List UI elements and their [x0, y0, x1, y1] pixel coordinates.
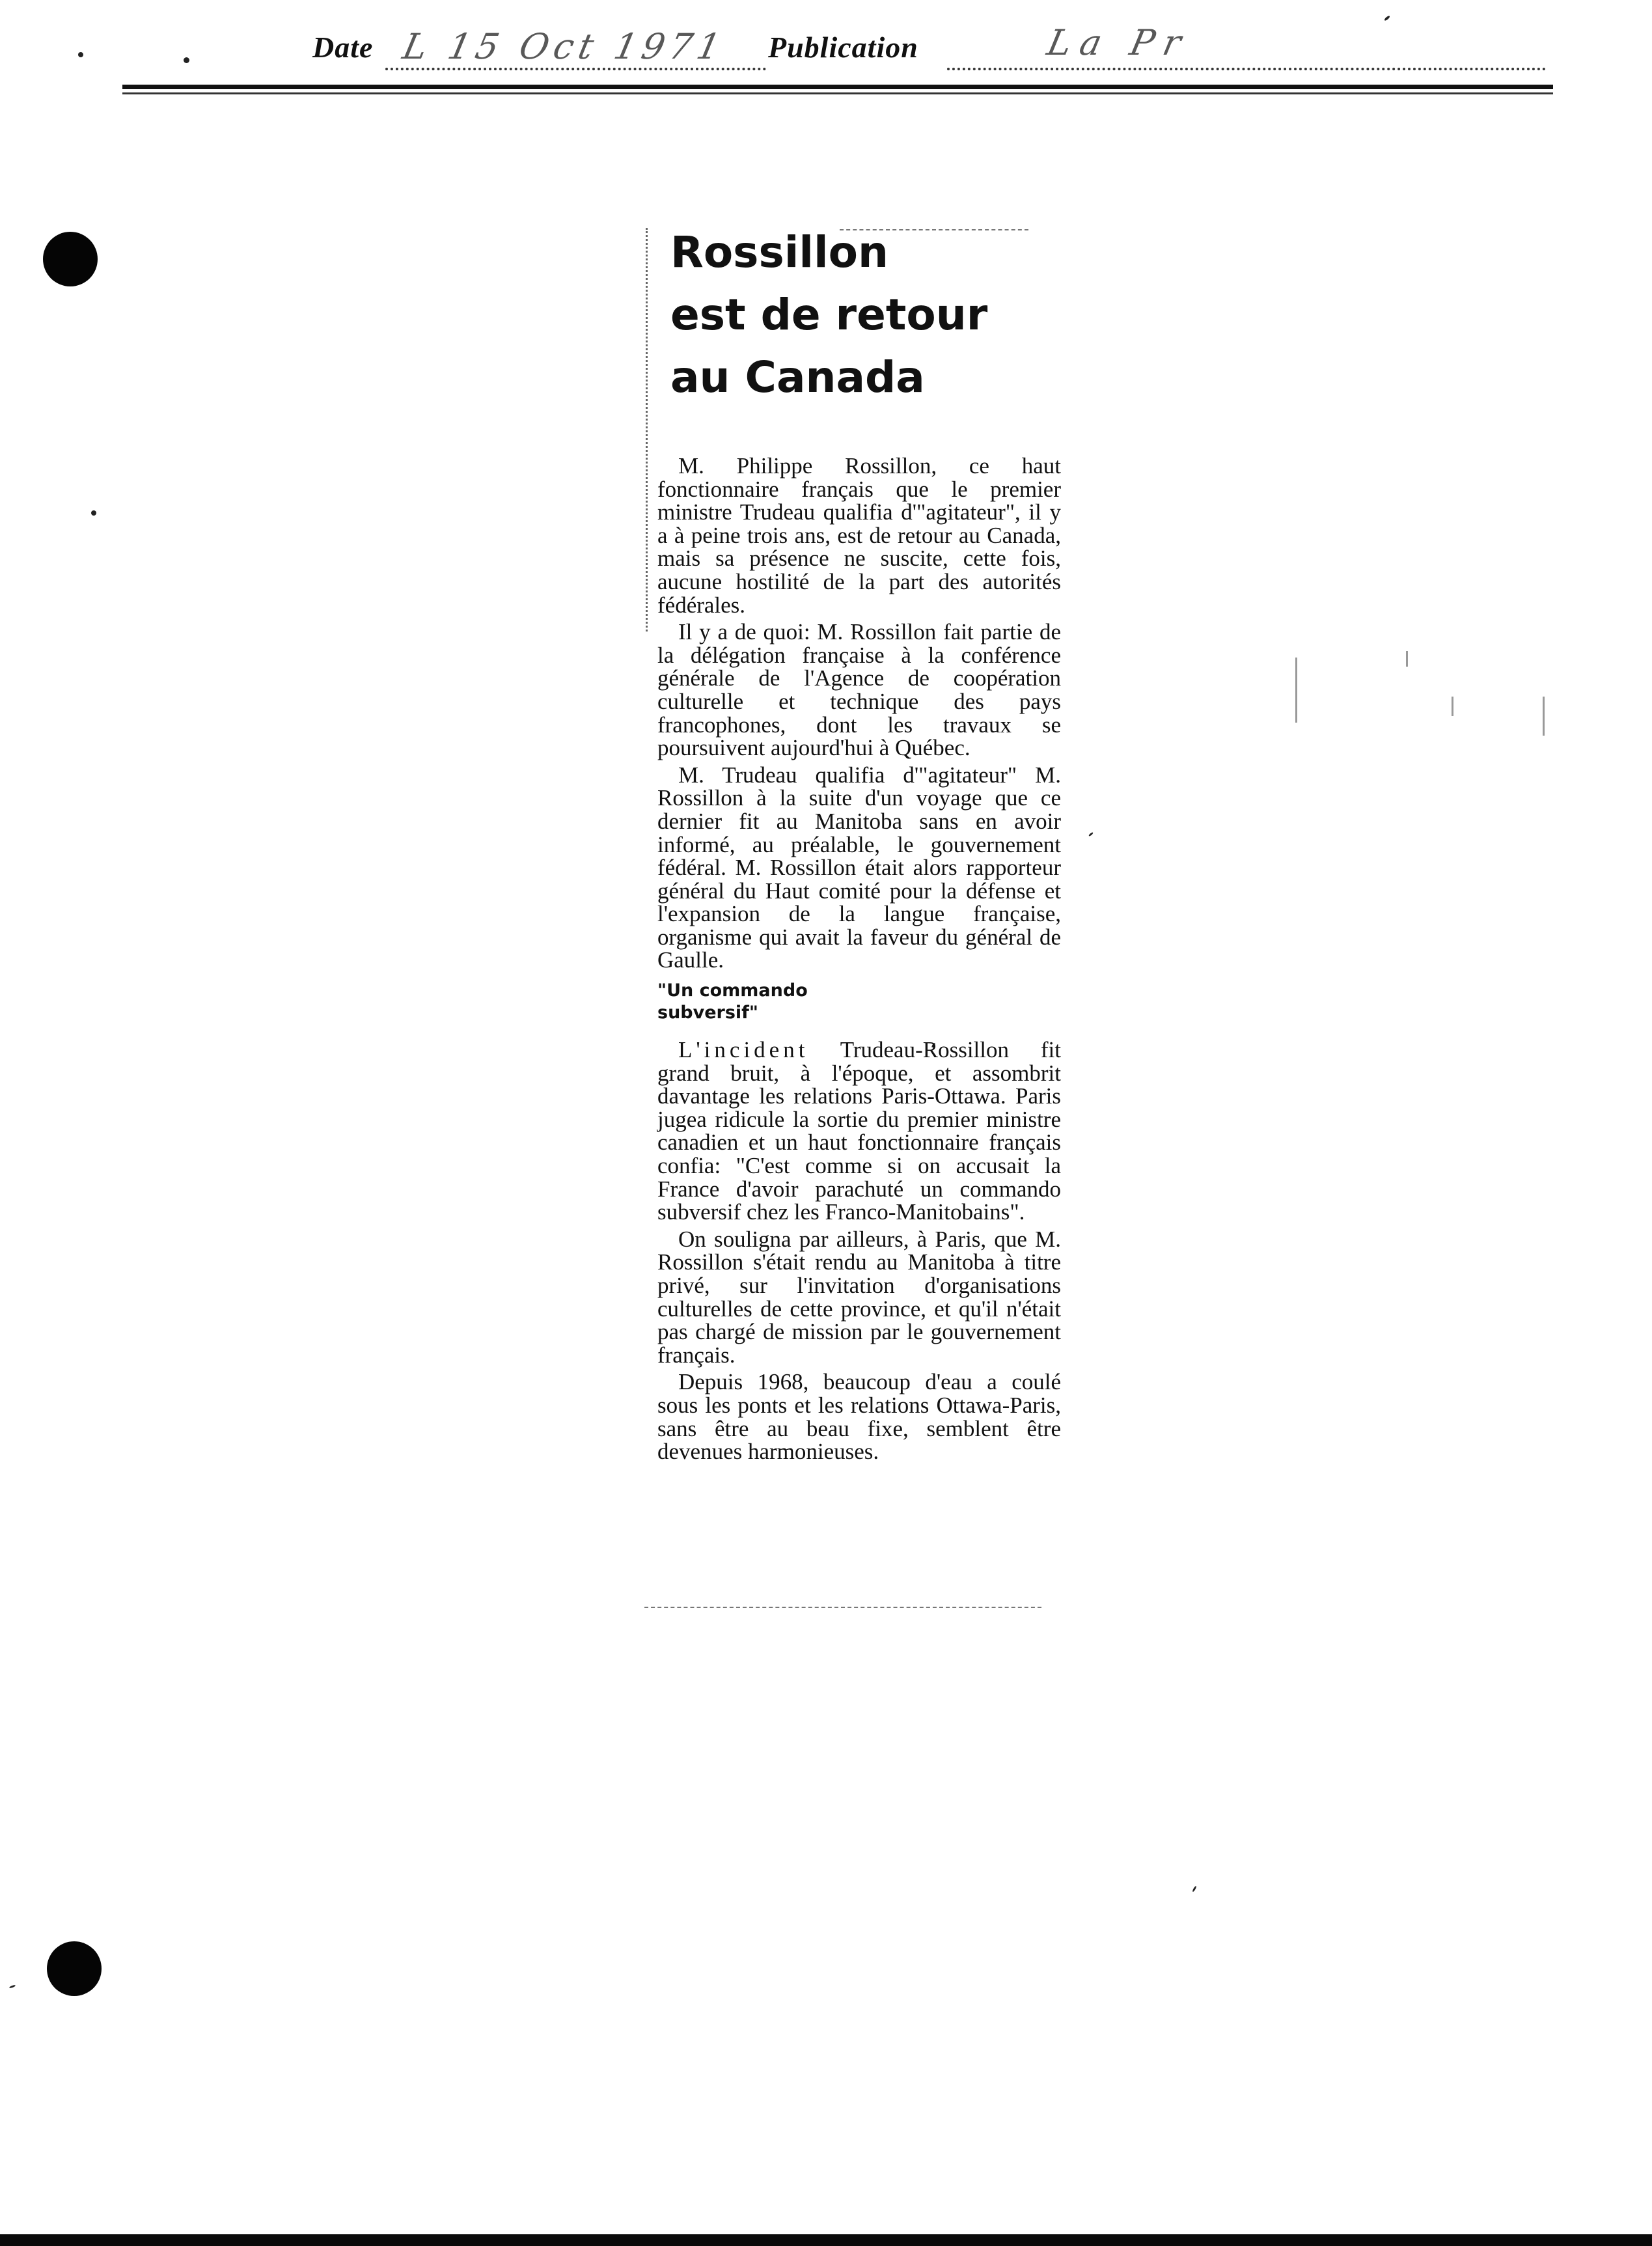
paragraph-lead-word: L'incident	[678, 1037, 809, 1063]
faint-mark	[1406, 651, 1408, 667]
headline-line: est de retour	[670, 290, 988, 340]
article-body	[657, 454, 1061, 1467]
speck	[78, 52, 83, 57]
speck	[9, 1984, 16, 1988]
faint-mark	[1295, 658, 1297, 723]
date-dotted-line	[385, 68, 766, 70]
paragraph-text: Trudeau-Rossillon fit grand bruit, à l'époque, et assombrit davantage les relations Paris-Ottawa. Paris jugea ridicule la sortie du premier ministre canadien et un haut fonctionnaire français confia: "C'est comme si on accusait la France d'avoir parachuté un commando subversif chez les Franco-Manitobains".	[657, 1037, 1061, 1225]
scan-bottom-edge	[0, 2234, 1652, 2246]
header-rule-thin	[122, 92, 1553, 94]
speck	[184, 57, 189, 63]
newspaper-clipping	[644, 208, 1074, 1628]
article-paragraph: Depuis 1968, beaucoup d'eau a coulé sous les ponts et les relations Ottawa-Paris, sans être au beau fixe, semblent être devenues harmonieuses.	[657, 1369, 1061, 1465]
binder-hole-top	[43, 232, 98, 286]
speck	[91, 510, 96, 516]
article-subheading	[657, 980, 1061, 1024]
publication-dotted-line	[947, 68, 1546, 70]
subheading-line: "Un commando	[657, 980, 808, 1001]
headline-line: au Canada	[670, 352, 925, 402]
article-headline	[670, 221, 1061, 409]
article-paragraph: M. Philippe Rossillon, ce haut fonctionnaire français que le premier ministre Trudeau qualifia d'"agitateur", il y a à peine trois ans, est de retour au Canada, mais sa présence ne suscite, cette fois, aucune hostilité de la part des autorités fédérales.	[657, 453, 1061, 618]
article-paragraph: M. Trudeau qualifia d'"agitateur" M. Rossillon à la suite d'un voyage que ce dernier fit au Manitoba sans en avoir informé, au préalable, le gouvernement fédéral. M. Rossillon était alors rapporteur général du Haut comité pour la défense et l'expansion de la langue française, organisme qui avait la faveur du général de Gaulle.	[657, 762, 1061, 973]
date-handwritten-value: L 15 Oct 1971	[399, 26, 730, 67]
subheading-line: subversif"	[657, 1003, 758, 1023]
headline-line: Rossillon	[670, 227, 888, 277]
clipping-bottom-rule	[644, 1607, 1041, 1608]
header-rule	[122, 85, 1553, 89]
binder-hole-bottom	[47, 1941, 102, 1996]
article-paragraph	[657, 1038, 1061, 1224]
clipping-edge	[646, 228, 648, 631]
archive-header	[312, 22, 1549, 78]
article-paragraph: On souligna par ailleurs, à Paris, que M. Rossillon s'était rendu au Manitoba à titre privé, sur l'invitation d'organisations culturelles de cette province, et qu'il n'était pas chargé de mission par le gouvernement français.	[657, 1226, 1061, 1368]
speck	[1384, 15, 1390, 21]
speck	[1192, 1885, 1197, 1892]
speck	[1088, 832, 1094, 837]
article-paragraph: Il y a de quoi: M. Rossillon fait partie de la délégation française à la conférence générale de l'Agence de coopération culturelle et technique des pays francophones, dont les travaux se poursuivent aujourd'hui à Québec.	[657, 619, 1061, 761]
faint-mark	[1543, 697, 1545, 736]
publication-label: Publication	[768, 31, 918, 64]
date-label: Date	[312, 31, 374, 64]
publication-handwritten-value: La Pr	[1043, 22, 1194, 63]
faint-mark	[1452, 697, 1453, 716]
